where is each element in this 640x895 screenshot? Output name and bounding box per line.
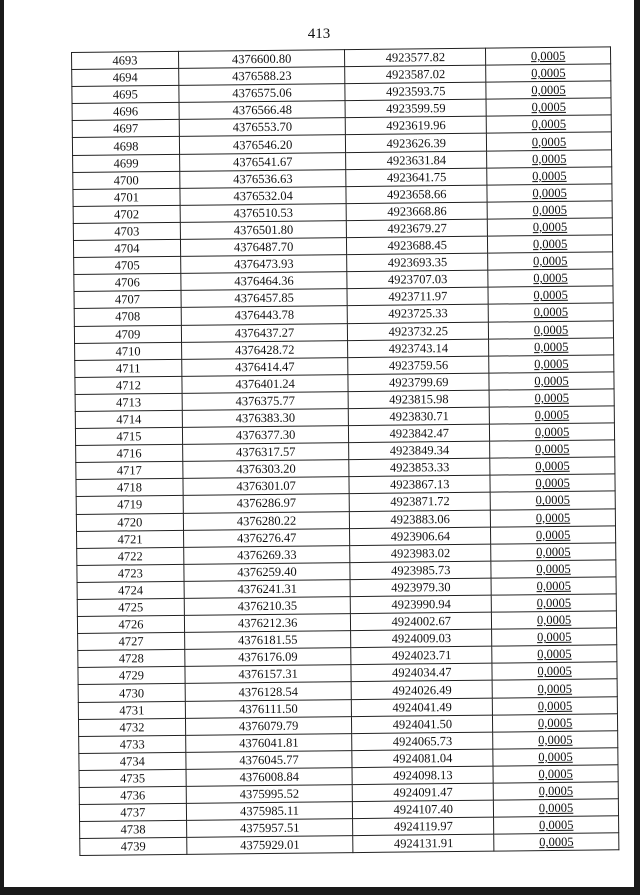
point-number-cell: 4722 xyxy=(77,547,184,565)
x-coordinate-cell: 4376437.27 xyxy=(181,323,348,342)
y-coordinate-cell: 4923631.84 xyxy=(346,151,487,170)
value-cell: 0,0005 xyxy=(490,440,615,458)
point-number-cell: 4719 xyxy=(76,496,183,514)
y-coordinate-cell: 4924131.91 xyxy=(353,834,494,853)
y-coordinate-cell: 4924065.73 xyxy=(352,732,493,751)
coordinates-table-body xyxy=(72,47,619,856)
value-cell: 0,0005 xyxy=(486,98,611,116)
value-cell: 0,0005 xyxy=(492,662,617,680)
x-coordinate-cell: 4376401.24 xyxy=(182,374,349,393)
x-coordinate-cell: 4376212.36 xyxy=(184,614,351,633)
y-coordinate-cell: 4923619.96 xyxy=(346,117,487,136)
y-coordinate-cell: 4923688.45 xyxy=(347,236,488,255)
y-coordinate-cell: 4924002.67 xyxy=(351,612,492,631)
y-coordinate-cell: 4924041.49 xyxy=(352,698,493,717)
y-coordinate-cell: 4923842.47 xyxy=(349,424,490,443)
point-number-cell: 4717 xyxy=(76,462,183,480)
value-cell: 0,0005 xyxy=(489,337,614,355)
y-coordinate-cell: 4924034.47 xyxy=(351,663,492,682)
x-coordinate-cell: 4376487.70 xyxy=(180,238,347,257)
y-coordinate-cell: 4923853.33 xyxy=(349,458,490,477)
y-coordinate-cell: 4923849.34 xyxy=(349,441,490,460)
x-coordinate-cell: 4376317.57 xyxy=(182,443,349,462)
y-coordinate-cell: 4923658.66 xyxy=(346,185,487,204)
y-coordinate-cell: 4924081.04 xyxy=(352,749,493,768)
x-coordinate-cell: 4376276.47 xyxy=(183,528,350,547)
value-cell: 0,0005 xyxy=(489,406,614,424)
x-coordinate-cell: 4376541.67 xyxy=(179,152,346,171)
value-cell: 0,0005 xyxy=(490,423,615,441)
point-number-cell: 4734 xyxy=(79,752,186,770)
point-number-cell: 4697 xyxy=(72,120,179,138)
x-coordinate-cell: 4376546.20 xyxy=(179,135,346,154)
x-coordinate-cell: 4375995.52 xyxy=(186,785,353,804)
point-number-cell: 4698 xyxy=(72,137,179,155)
value-cell: 0,0005 xyxy=(490,474,615,492)
y-coordinate-cell: 4924119.97 xyxy=(353,817,494,836)
point-number-cell: 4694 xyxy=(72,68,179,86)
point-number-cell: 4710 xyxy=(75,342,182,360)
x-coordinate-cell: 4376532.04 xyxy=(180,186,347,205)
y-coordinate-cell: 4923979.30 xyxy=(350,578,491,597)
value-cell: 0,0005 xyxy=(487,132,612,150)
value-cell: 0,0005 xyxy=(493,782,618,800)
x-coordinate-cell: 4376383.30 xyxy=(182,409,349,428)
value-cell: 0,0005 xyxy=(489,355,614,373)
y-coordinate-cell: 4923668.86 xyxy=(346,202,487,221)
x-coordinate-cell: 4376575.06 xyxy=(179,84,346,103)
x-coordinate-cell: 4376600.80 xyxy=(178,50,345,69)
value-cell: 0,0005 xyxy=(493,765,618,783)
value-cell: 0,0005 xyxy=(494,816,619,834)
y-coordinate-cell: 4923830.71 xyxy=(349,407,490,426)
value-cell: 0,0005 xyxy=(487,184,612,202)
value-cell: 0,0005 xyxy=(492,645,617,663)
y-coordinate-cell: 4923577.82 xyxy=(345,48,486,67)
y-coordinate-cell: 4923883.06 xyxy=(350,510,491,529)
y-coordinate-cell: 4923587.02 xyxy=(345,65,486,84)
point-number-cell: 4729 xyxy=(78,667,185,685)
y-coordinate-cell: 4923707.03 xyxy=(347,270,488,289)
x-coordinate-cell: 4376377.30 xyxy=(182,426,349,445)
value-cell: 0,0005 xyxy=(486,47,611,65)
y-coordinate-cell: 4923990.94 xyxy=(351,595,492,614)
point-number-cell: 4695 xyxy=(72,86,179,104)
value-cell: 0,0005 xyxy=(492,679,617,697)
point-number-cell: 4731 xyxy=(78,701,185,719)
x-coordinate-cell: 4376259.40 xyxy=(184,562,351,581)
y-coordinate-cell: 4923743.14 xyxy=(348,339,489,358)
y-coordinate-cell: 4923799.69 xyxy=(348,373,489,392)
point-number-cell: 4720 xyxy=(76,513,183,531)
point-number-cell: 4737 xyxy=(79,803,186,821)
y-coordinate-cell: 4923711.97 xyxy=(347,287,488,306)
y-coordinate-cell: 4923693.35 xyxy=(347,253,488,272)
x-coordinate-cell: 4376181.55 xyxy=(184,631,351,650)
point-number-cell: 4736 xyxy=(79,786,186,804)
x-coordinate-cell: 4375929.01 xyxy=(187,836,354,855)
x-coordinate-cell: 4376443.78 xyxy=(181,306,348,325)
point-number-cell: 4725 xyxy=(77,598,184,616)
y-coordinate-cell: 4923641.75 xyxy=(346,168,487,187)
x-coordinate-cell: 4376176.09 xyxy=(185,648,352,667)
point-number-cell: 4705 xyxy=(74,256,181,274)
page-number: 413 xyxy=(307,26,331,42)
x-coordinate-cell: 4376536.63 xyxy=(180,169,347,188)
point-number-cell: 4709 xyxy=(74,325,181,343)
value-cell: 0,0005 xyxy=(487,201,612,219)
value-cell: 0,0005 xyxy=(487,149,612,167)
point-number-cell: 4706 xyxy=(74,274,181,292)
y-coordinate-cell: 4924098.13 xyxy=(352,766,493,785)
x-coordinate-cell: 4376375.77 xyxy=(182,391,349,410)
x-coordinate-cell: 4376501.80 xyxy=(180,221,347,240)
x-coordinate-cell: 4376210.35 xyxy=(184,597,351,616)
value-cell: 0,0005 xyxy=(490,457,615,475)
y-coordinate-cell: 4923871.72 xyxy=(350,493,491,512)
value-cell: 0,0005 xyxy=(488,269,613,287)
value-cell: 0,0005 xyxy=(491,594,616,612)
y-coordinate-cell: 4923593.75 xyxy=(345,82,486,101)
y-coordinate-cell: 4923985.73 xyxy=(350,561,491,580)
x-coordinate-cell: 4376041.81 xyxy=(186,733,353,752)
point-number-cell: 4732 xyxy=(78,718,185,736)
point-number-cell: 4701 xyxy=(73,188,180,206)
y-coordinate-cell: 4924107.40 xyxy=(353,800,494,819)
coordinates-table xyxy=(71,46,619,856)
y-coordinate-cell: 4923626.39 xyxy=(346,134,487,153)
value-cell: 0,0005 xyxy=(491,508,616,526)
point-number-cell: 4699 xyxy=(73,154,180,172)
point-number-cell: 4708 xyxy=(74,308,181,326)
value-cell: 0,0005 xyxy=(492,611,617,629)
y-coordinate-cell: 4923815.98 xyxy=(348,390,489,409)
y-coordinate-cell: 4923679.27 xyxy=(347,219,488,238)
value-cell: 0,0005 xyxy=(489,389,614,407)
point-number-cell: 4724 xyxy=(77,581,184,599)
value-cell: 0,0005 xyxy=(494,833,619,851)
point-number-cell: 4733 xyxy=(79,735,186,753)
point-number-cell: 4718 xyxy=(76,479,183,497)
point-number-cell: 4711 xyxy=(75,359,182,377)
x-coordinate-cell: 4376566.48 xyxy=(179,101,346,120)
point-number-cell: 4727 xyxy=(78,633,185,651)
value-cell: 0,0005 xyxy=(493,713,618,731)
x-coordinate-cell: 4376510.53 xyxy=(180,203,347,222)
point-number-cell: 4704 xyxy=(73,239,180,257)
x-coordinate-cell: 4376588.23 xyxy=(179,67,346,86)
value-cell: 0,0005 xyxy=(488,303,613,321)
value-cell: 0,0005 xyxy=(488,235,613,253)
point-number-cell: 4696 xyxy=(72,103,179,121)
point-number-cell: 4700 xyxy=(73,171,180,189)
value-cell: 0,0005 xyxy=(494,799,619,817)
x-coordinate-cell: 4376045.77 xyxy=(186,750,353,769)
value-cell: 0,0005 xyxy=(491,560,616,578)
point-number-cell: 4703 xyxy=(73,222,180,240)
x-coordinate-cell: 4375985.11 xyxy=(186,802,353,821)
value-cell: 0,0005 xyxy=(493,748,618,766)
y-coordinate-cell: 4924009.03 xyxy=(351,629,492,648)
value-cell: 0,0005 xyxy=(493,696,618,714)
x-coordinate-cell: 4376414.47 xyxy=(182,357,349,376)
value-cell: 0,0005 xyxy=(486,81,611,99)
x-coordinate-cell: 4376473.93 xyxy=(181,255,348,274)
x-coordinate-cell: 4376301.07 xyxy=(183,477,350,496)
point-number-cell: 4721 xyxy=(77,530,184,548)
value-cell: 0,0005 xyxy=(491,543,616,561)
y-coordinate-cell: 4923725.33 xyxy=(348,305,489,324)
y-coordinate-cell: 4923983.02 xyxy=(350,544,491,563)
y-coordinate-cell: 4924091.47 xyxy=(353,783,494,802)
value-cell: 0,0005 xyxy=(489,372,614,390)
value-cell: 0,0005 xyxy=(486,115,611,133)
y-coordinate-cell: 4924026.49 xyxy=(351,681,492,700)
x-coordinate-cell: 4376128.54 xyxy=(185,682,352,701)
y-coordinate-cell: 4923599.59 xyxy=(345,99,486,118)
x-coordinate-cell: 4376457.85 xyxy=(181,289,348,308)
value-cell: 0,0005 xyxy=(491,577,616,595)
x-coordinate-cell: 4376111.50 xyxy=(185,699,352,718)
point-number-cell: 4715 xyxy=(75,427,182,445)
point-number-cell: 4738 xyxy=(80,821,187,839)
point-number-cell: 4707 xyxy=(74,291,181,309)
value-cell: 0,0005 xyxy=(488,286,613,304)
point-number-cell: 4735 xyxy=(79,769,186,787)
point-number-cell: 4713 xyxy=(75,393,182,411)
value-cell: 0,0005 xyxy=(487,167,612,185)
point-number-cell: 4728 xyxy=(78,650,185,668)
y-coordinate-cell: 4923867.13 xyxy=(349,475,490,494)
point-number-cell: 4726 xyxy=(77,615,184,633)
x-coordinate-cell: 4376269.33 xyxy=(184,545,351,564)
x-coordinate-cell: 4376428.72 xyxy=(181,340,348,359)
value-cell: 0,0005 xyxy=(492,628,617,646)
x-coordinate-cell: 4376008.84 xyxy=(186,768,353,787)
x-coordinate-cell: 4376280.22 xyxy=(183,511,350,530)
point-number-cell: 4723 xyxy=(77,564,184,582)
point-number-cell: 4716 xyxy=(76,445,183,463)
y-coordinate-cell: 4923906.64 xyxy=(350,527,491,546)
x-coordinate-cell: 4376241.31 xyxy=(184,580,351,599)
x-coordinate-cell: 4376079.79 xyxy=(185,716,352,735)
point-number-cell: 4739 xyxy=(80,838,187,856)
x-coordinate-cell: 4375957.51 xyxy=(186,819,353,838)
x-coordinate-cell: 4376286.97 xyxy=(183,494,350,513)
x-coordinate-cell: 4376553.70 xyxy=(179,118,346,137)
value-cell: 0,0005 xyxy=(491,525,616,543)
value-cell: 0,0005 xyxy=(488,252,613,270)
point-number-cell: 4702 xyxy=(73,205,180,223)
value-cell: 0,0005 xyxy=(490,491,615,509)
point-number-cell: 4693 xyxy=(72,51,179,69)
y-coordinate-cell: 4923759.56 xyxy=(348,356,489,375)
value-cell: 0,0005 xyxy=(486,64,611,82)
x-coordinate-cell: 4376303.20 xyxy=(183,460,350,479)
y-coordinate-cell: 4924023.71 xyxy=(351,646,492,665)
x-coordinate-cell: 4376464.36 xyxy=(181,272,348,291)
y-coordinate-cell: 4923732.25 xyxy=(348,322,489,341)
x-coordinate-cell: 4376157.31 xyxy=(185,665,352,684)
value-cell: 0,0005 xyxy=(493,731,618,749)
point-number-cell: 4730 xyxy=(78,684,185,702)
point-number-cell: 4712 xyxy=(75,376,182,394)
y-coordinate-cell: 4924041.50 xyxy=(352,715,493,734)
point-number-cell: 4714 xyxy=(75,410,182,428)
value-cell: 0,0005 xyxy=(489,320,614,338)
value-cell: 0,0005 xyxy=(487,218,612,236)
